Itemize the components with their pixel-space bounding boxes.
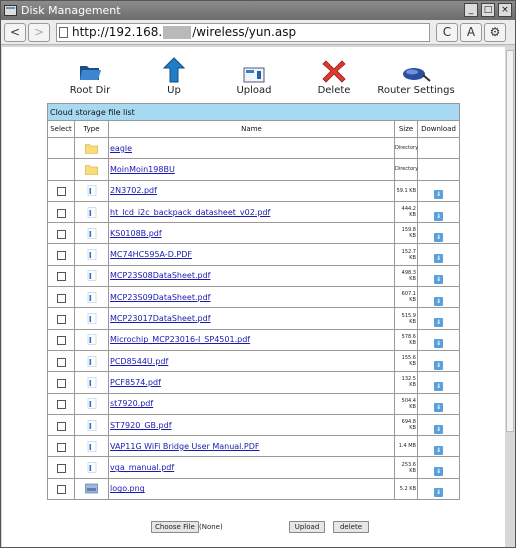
file-link[interactable]: MoinMoin198BU xyxy=(110,164,175,174)
table-caption: Cloud storage file list xyxy=(48,104,460,121)
download-icon[interactable]: ⇓ xyxy=(435,446,442,454)
file-icon xyxy=(85,377,98,388)
size-cell: 152.7 KB xyxy=(395,244,418,265)
download-icon[interactable]: ⇓ xyxy=(435,233,442,241)
name-cell xyxy=(109,414,395,435)
select-cell xyxy=(48,350,75,371)
reload-button[interactable]: C xyxy=(436,23,458,42)
download-cell xyxy=(418,478,460,499)
vertical-scrollbar[interactable] xyxy=(505,47,515,547)
name-cell xyxy=(109,180,395,201)
file-icon xyxy=(85,462,98,473)
type-cell xyxy=(75,372,109,393)
file-icon xyxy=(85,207,98,218)
size-cell: 694.8 KB xyxy=(395,414,418,435)
file-link[interactable]: MCP23S09DataSheet.pdf xyxy=(110,292,211,302)
file-icon xyxy=(85,356,98,367)
file-icon xyxy=(85,398,98,409)
download-cell xyxy=(418,287,460,308)
type-cell xyxy=(75,436,109,457)
name-cell xyxy=(109,138,395,159)
name-cell xyxy=(109,308,395,329)
select-checkbox[interactable] xyxy=(57,294,66,303)
upload-form xyxy=(2,519,506,535)
file-icon xyxy=(85,420,98,431)
select-checkbox[interactable] xyxy=(57,251,66,260)
name-cell xyxy=(109,478,395,499)
file-link[interactable]: st7920.pdf xyxy=(110,399,154,409)
root-dir-label: Root Dir xyxy=(69,85,111,96)
select-checkbox[interactable] xyxy=(57,400,66,409)
size-cell: 155.6 KB xyxy=(395,350,418,371)
url-prefix: http://192.168. xyxy=(72,25,163,39)
type-cell xyxy=(75,223,109,244)
type-cell xyxy=(75,414,109,435)
download-icon[interactable]: ⇓ xyxy=(435,468,442,476)
type-cell xyxy=(75,287,109,308)
router-icon xyxy=(401,65,431,83)
download-cell xyxy=(418,372,460,393)
download-icon[interactable]: ⇓ xyxy=(435,382,442,390)
url-suffix: /wireless/yun.asp xyxy=(192,25,297,39)
download-cell xyxy=(418,201,460,222)
file-link[interactable]: MC74HC595A-D.PDF xyxy=(110,250,193,260)
download-cell xyxy=(418,393,460,414)
download-cell xyxy=(418,180,460,201)
select-cell xyxy=(48,287,75,308)
table-row xyxy=(48,287,460,308)
select-checkbox[interactable] xyxy=(57,443,66,452)
select-cell xyxy=(48,180,75,201)
file-link[interactable]: eagle xyxy=(110,143,133,153)
maximize-button[interactable]: □ xyxy=(481,3,495,17)
arrow-up-icon xyxy=(163,57,185,83)
file-icon xyxy=(85,249,98,260)
type-cell xyxy=(75,138,109,159)
select-checkbox[interactable] xyxy=(57,272,66,281)
select-checkbox[interactable] xyxy=(57,230,66,239)
type-cell xyxy=(75,201,109,222)
scrollbar-thumb[interactable] xyxy=(506,50,514,432)
name-cell xyxy=(109,436,395,457)
table-row xyxy=(48,393,460,414)
download-icon[interactable]: ⇓ xyxy=(435,340,442,348)
file-link[interactable]: ST7920_GB.pdf xyxy=(110,420,172,430)
page-content xyxy=(2,47,506,547)
col-header-download: Download xyxy=(418,121,460,138)
select-cell xyxy=(48,223,75,244)
download-icon[interactable]: ⇓ xyxy=(435,489,442,497)
table-row xyxy=(48,138,460,159)
size-cell: 253.6 KB xyxy=(395,457,418,478)
name-cell xyxy=(109,350,395,371)
name-cell xyxy=(109,287,395,308)
size-cell: 1.4 MB xyxy=(395,436,418,457)
select-cell xyxy=(48,265,75,286)
select-checkbox[interactable] xyxy=(57,464,66,473)
download-icon[interactable]: ⇓ xyxy=(435,361,442,369)
upload-icon xyxy=(243,67,265,83)
select-cell xyxy=(48,244,75,265)
table-row xyxy=(48,223,460,244)
delete-submit-button[interactable]: delete xyxy=(333,521,369,533)
select-cell xyxy=(48,159,75,180)
forward-button[interactable]: > xyxy=(28,23,50,42)
name-cell xyxy=(109,265,395,286)
file-icon xyxy=(85,441,98,452)
download-cell xyxy=(418,414,460,435)
type-cell xyxy=(75,159,109,180)
file-link[interactable]: MCP23017DataSheet.pdf xyxy=(110,314,211,324)
file-link[interactable]: logo.png xyxy=(110,484,145,494)
minimize-button[interactable]: _ xyxy=(464,3,478,17)
settings-button[interactable]: ⚙ xyxy=(484,23,506,42)
download-cell xyxy=(418,436,460,457)
window-app-icon xyxy=(4,5,17,16)
type-cell xyxy=(75,265,109,286)
select-checkbox[interactable] xyxy=(57,336,66,345)
name-cell xyxy=(109,159,395,180)
download-icon[interactable]: ⇓ xyxy=(435,404,442,412)
select-checkbox[interactable] xyxy=(57,315,66,324)
size-cell: 5.2 KB xyxy=(395,478,418,499)
up-label: Up xyxy=(167,85,181,96)
select-cell xyxy=(48,457,75,478)
col-header-type: Type xyxy=(75,121,109,138)
select-checkbox[interactable] xyxy=(57,422,66,431)
download-cell xyxy=(418,457,460,478)
file-link[interactable]: VAP11G WiFi Bridge User Manual.PDF xyxy=(110,441,260,451)
file-link[interactable]: 2N3702.pdf xyxy=(110,186,157,196)
size-cell: 578.6 KB xyxy=(395,329,418,350)
type-cell xyxy=(75,244,109,265)
size-cell: 515.9 KB xyxy=(395,308,418,329)
type-cell xyxy=(75,350,109,371)
downloads-button[interactable]: A xyxy=(460,23,482,42)
file-link[interactable]: PCD8544U.pdf xyxy=(110,356,169,366)
select-cell xyxy=(48,329,75,350)
select-cell xyxy=(48,138,75,159)
download-icon[interactable]: ⇓ xyxy=(435,425,442,433)
select-cell xyxy=(48,201,75,222)
table-row xyxy=(48,478,460,499)
select-cell xyxy=(48,372,75,393)
name-cell xyxy=(109,329,395,350)
table-row xyxy=(48,201,460,222)
file-rows xyxy=(48,138,460,500)
file-icon xyxy=(85,270,98,281)
select-checkbox[interactable] xyxy=(57,187,66,196)
table-row xyxy=(48,436,460,457)
delete-label: Delete xyxy=(317,85,351,96)
folder-icon xyxy=(85,143,98,154)
col-header-select: Select xyxy=(48,121,75,138)
file-icon xyxy=(85,185,98,196)
size-cell: 132.5 KB xyxy=(395,372,418,393)
name-cell xyxy=(109,244,395,265)
select-checkbox[interactable] xyxy=(57,358,66,367)
file-icon xyxy=(85,228,98,239)
table-row xyxy=(48,180,460,201)
window-controls xyxy=(464,3,512,17)
size-cell: 607.1 KB xyxy=(395,287,418,308)
choose-file-button[interactable]: Choose File xyxy=(151,521,199,533)
no-file-text: (None) xyxy=(199,523,223,531)
download-cell xyxy=(418,138,460,159)
file-link[interactable]: KS0108B.pdf xyxy=(110,228,162,238)
table-row xyxy=(48,159,460,180)
page-icon xyxy=(59,27,68,38)
upload-tool[interactable] xyxy=(231,55,277,96)
select-cell xyxy=(48,478,75,499)
delete-x-icon xyxy=(322,59,346,83)
size-cell: Directory xyxy=(395,159,418,180)
download-cell xyxy=(418,350,460,371)
name-cell xyxy=(109,223,395,244)
file-link[interactable]: vga_manual.pdf xyxy=(110,463,175,473)
delete-tool[interactable] xyxy=(311,55,357,96)
folder-open-icon xyxy=(78,61,102,83)
title-bar xyxy=(1,1,515,20)
select-cell xyxy=(48,393,75,414)
download-icon[interactable]: ⇓ xyxy=(435,276,442,284)
size-cell: 498.3 KB xyxy=(395,265,418,286)
download-icon[interactable]: ⇓ xyxy=(435,319,442,327)
select-checkbox[interactable] xyxy=(57,379,66,388)
folder-icon xyxy=(85,164,98,175)
download-cell xyxy=(418,223,460,244)
download-cell xyxy=(418,159,460,180)
select-checkbox[interactable] xyxy=(57,485,66,494)
size-cell: 159.8 KB xyxy=(395,223,418,244)
type-cell xyxy=(75,478,109,499)
table-row xyxy=(48,308,460,329)
table-row xyxy=(48,329,460,350)
select-cell xyxy=(48,436,75,457)
window-title: Disk Management xyxy=(21,4,121,17)
download-cell xyxy=(418,265,460,286)
up-tool[interactable] xyxy=(154,55,194,96)
size-cell: Directory xyxy=(395,138,418,159)
type-cell xyxy=(75,329,109,350)
col-header-size: Size xyxy=(395,121,418,138)
select-checkbox[interactable] xyxy=(57,209,66,218)
file-link[interactable]: Microchip_MCP23016-I_SP4501.pdf xyxy=(110,335,251,345)
download-icon[interactable]: ⇓ xyxy=(435,212,442,220)
file-icon xyxy=(85,313,98,324)
table-row xyxy=(48,414,460,435)
download-cell xyxy=(418,308,460,329)
redacted-ip xyxy=(163,26,191,39)
router-settings-label: Router Settings xyxy=(377,85,455,96)
download-icon[interactable]: ⇓ xyxy=(435,191,442,199)
navigation-bar xyxy=(1,20,515,45)
root-dir-tool[interactable] xyxy=(66,55,114,96)
download-cell xyxy=(418,329,460,350)
size-cell: 504.4 KB xyxy=(395,393,418,414)
type-cell xyxy=(75,180,109,201)
file-icon xyxy=(85,292,98,303)
name-cell xyxy=(109,393,395,414)
back-button[interactable]: < xyxy=(4,23,26,42)
image-file-icon xyxy=(85,483,98,494)
table-row xyxy=(48,265,460,286)
size-cell: 59.1 KB xyxy=(395,180,418,201)
file-link[interactable]: MCP23S08DataSheet.pdf xyxy=(110,271,211,281)
download-icon[interactable]: ⇓ xyxy=(435,297,442,305)
type-cell xyxy=(75,308,109,329)
file-icon xyxy=(85,334,98,345)
table-row xyxy=(48,350,460,371)
download-icon[interactable]: ⇓ xyxy=(435,255,442,263)
file-link[interactable]: PCF8574.pdf xyxy=(110,377,161,387)
col-header-name: Name xyxy=(109,121,395,138)
size-cell: 444.2 KB xyxy=(395,201,418,222)
file-link[interactable]: ht_lcd_i2c_backpack_datasheet_v02.pdf xyxy=(110,207,271,217)
table-row xyxy=(48,457,460,478)
upload-submit-button[interactable]: Upload xyxy=(289,521,325,533)
type-cell xyxy=(75,393,109,414)
name-cell xyxy=(109,201,395,222)
type-cell xyxy=(75,457,109,478)
select-cell xyxy=(48,308,75,329)
file-toolbar xyxy=(2,55,506,103)
table-row xyxy=(48,244,460,265)
address-bar[interactable] xyxy=(56,23,430,42)
file-list-table xyxy=(47,103,460,500)
upload-label: Upload xyxy=(236,85,272,96)
close-button[interactable]: × xyxy=(498,3,512,17)
table-row xyxy=(48,372,460,393)
select-cell xyxy=(48,414,75,435)
name-cell xyxy=(109,372,395,393)
name-cell xyxy=(109,457,395,478)
router-settings-tool[interactable] xyxy=(376,55,456,96)
download-cell xyxy=(418,244,460,265)
